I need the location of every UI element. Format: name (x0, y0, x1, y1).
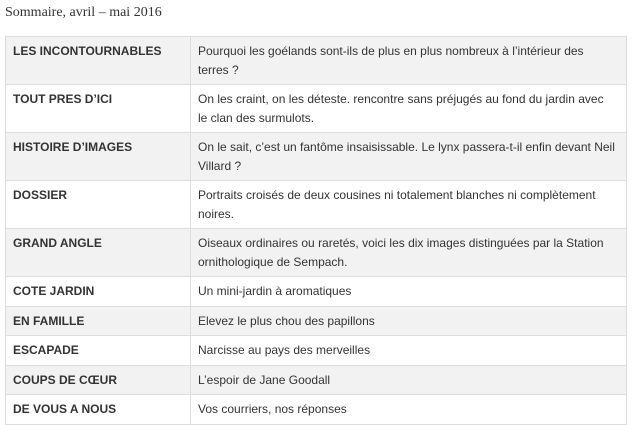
section-name: COTE JARDIN (6, 277, 191, 307)
table-row (6, 277, 627, 307)
section-name: DE VOUS A NOUS (6, 395, 191, 425)
section-name: GRAND ANGLE (6, 229, 191, 277)
section-description: On les craint, on les déteste. rencontre sans préjugés au fond du jardin avec le clan des surmulots. (191, 85, 627, 133)
section-name: ESCAPADE (6, 336, 191, 366)
section-name: DOSSIER (6, 181, 191, 229)
section-description: Un mini-jardin à aromatiques (191, 277, 627, 307)
section-description: Pourquoi les goélands sont-ils de plus en plus nombreux à l’intérieur des terres ? (191, 37, 627, 85)
section-description: Portraits croisés de deux cousines ni totalement blanches ni complètement noires. (191, 181, 627, 229)
table-row (6, 133, 627, 181)
table-row (6, 85, 627, 133)
section-description: Vos courriers, nos réponses (191, 395, 627, 425)
table-row (6, 37, 627, 85)
section-description: Narcisse au pays des merveilles (191, 336, 627, 366)
table-row (6, 306, 627, 336)
table-row (6, 365, 627, 395)
section-name: HISTOIRE D’IMAGES (6, 133, 191, 181)
section-name: LES INCONTOURNABLES (6, 37, 191, 85)
section-name: TOUT PRES D’ICI (6, 85, 191, 133)
section-name: EN FAMILLE (6, 306, 191, 336)
section-description: Elevez le plus chou des papillons (191, 306, 627, 336)
section-name: COUPS DE CŒUR (6, 365, 191, 395)
summary-table (5, 36, 627, 425)
table-row (6, 181, 627, 229)
table-row (6, 336, 627, 366)
section-description: Oiseaux ordinaires ou raretés, voici les dix images distinguées par la Station ornithologique de Sempach. (191, 229, 627, 277)
section-description: On le sait, c’est un fantôme insaisissable. Le lynx passera-t-il enfin devant Neil Villard ? (191, 133, 627, 181)
table-row (6, 229, 627, 277)
table-row (6, 395, 627, 425)
table-caption: Sommaire, avril – mai 2016 (5, 5, 162, 20)
section-description: L’espoir de Jane Goodall (191, 365, 627, 395)
